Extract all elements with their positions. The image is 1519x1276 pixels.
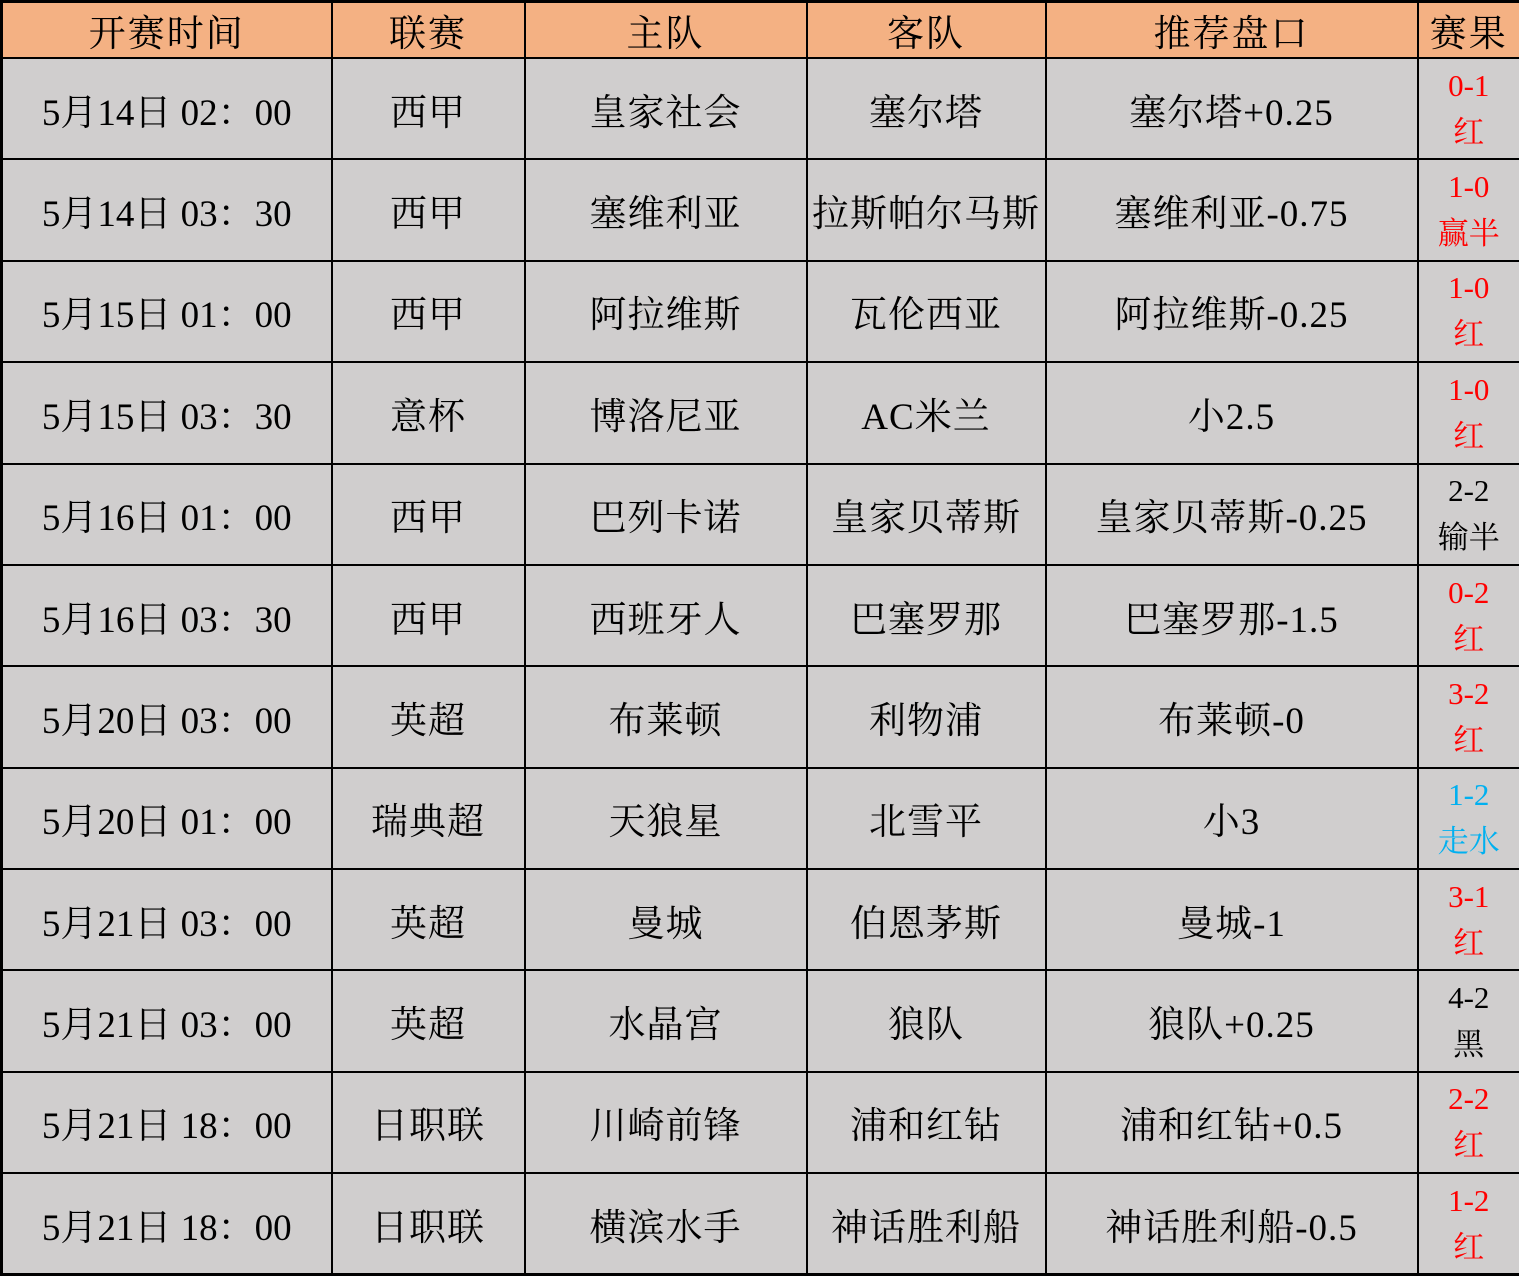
cell-handicap: 浦和红钻+0.5 xyxy=(1046,1072,1418,1173)
result-label: 红 xyxy=(1453,418,1485,454)
cell-away-team: 伯恩茅斯 xyxy=(807,869,1046,970)
cell-result xyxy=(1418,362,1519,463)
cell-away-team: AC米兰 xyxy=(807,362,1046,463)
result-score: 1-0 xyxy=(1448,270,1490,306)
cell-away-team: 拉斯帕尔马斯 xyxy=(807,159,1046,260)
cell-handicap: 塞尔塔+0.25 xyxy=(1046,58,1418,159)
cell-league: 意杯 xyxy=(332,362,525,463)
result-score: 0-2 xyxy=(1448,574,1490,610)
cell-league: 英超 xyxy=(332,869,525,970)
table-row xyxy=(2,261,1519,362)
cell-league: 西甲 xyxy=(332,565,525,666)
cell-result xyxy=(1418,666,1519,767)
cell-home-team: 巴列卡诺 xyxy=(525,464,807,565)
header-cell-handicap: 推荐盘口 xyxy=(1046,2,1418,59)
table-row xyxy=(2,565,1519,666)
cell-time: 5月21日 18：00 xyxy=(2,1072,332,1173)
result-score: 2-2 xyxy=(1448,1081,1490,1117)
cell-result xyxy=(1418,261,1519,362)
result-score: 3-1 xyxy=(1448,878,1490,914)
table-row xyxy=(2,666,1519,767)
cell-result xyxy=(1418,58,1519,159)
cell-time: 5月20日 01：00 xyxy=(2,768,332,869)
cell-league: 英超 xyxy=(332,666,525,767)
result-label: 红 xyxy=(1453,621,1485,657)
header-cell-time: 开赛时间 xyxy=(2,2,332,59)
cell-away-team: 巴塞罗那 xyxy=(807,565,1046,666)
result-label: 输半 xyxy=(1437,520,1500,556)
cell-league: 西甲 xyxy=(332,58,525,159)
table-body xyxy=(2,58,1519,1275)
result-score: 2-2 xyxy=(1448,473,1490,509)
table-row xyxy=(2,159,1519,260)
table-header xyxy=(2,2,1519,59)
table-row xyxy=(2,58,1519,159)
cell-handicap: 塞维利亚-0.75 xyxy=(1046,159,1418,260)
cell-away-team: 皇家贝蒂斯 xyxy=(807,464,1046,565)
cell-time: 5月21日 03：00 xyxy=(2,869,332,970)
cell-home-team: 横滨水手 xyxy=(525,1173,807,1274)
result-score: 3-2 xyxy=(1448,675,1490,711)
header-cell-league: 联赛 xyxy=(332,2,525,59)
result-score: 4-2 xyxy=(1448,980,1490,1016)
cell-away-team: 狼队 xyxy=(807,970,1046,1071)
cell-home-team: 塞维利亚 xyxy=(525,159,807,260)
cell-result xyxy=(1418,1072,1519,1173)
table-row xyxy=(2,1072,1519,1173)
cell-league: 西甲 xyxy=(332,464,525,565)
cell-league: 瑞典超 xyxy=(332,768,525,869)
cell-home-team: 博洛尼亚 xyxy=(525,362,807,463)
table-row xyxy=(2,464,1519,565)
cell-result xyxy=(1418,768,1519,869)
cell-home-team: 西班牙人 xyxy=(525,565,807,666)
result-label: 赢半 xyxy=(1437,216,1500,252)
cell-home-team: 曼城 xyxy=(525,869,807,970)
cell-result xyxy=(1418,1173,1519,1274)
result-score: 1-0 xyxy=(1448,169,1490,205)
header-cell-home-team: 主队 xyxy=(525,2,807,59)
cell-handicap: 皇家贝蒂斯-0.25 xyxy=(1046,464,1418,565)
result-score: 0-1 xyxy=(1448,67,1490,103)
cell-handicap: 狼队+0.25 xyxy=(1046,970,1418,1071)
cell-time: 5月15日 03：30 xyxy=(2,362,332,463)
cell-home-team: 皇家社会 xyxy=(525,58,807,159)
result-label: 红 xyxy=(1453,722,1485,758)
cell-result xyxy=(1418,159,1519,260)
cell-home-team: 川崎前锋 xyxy=(525,1072,807,1173)
cell-league: 西甲 xyxy=(332,159,525,260)
cell-time: 5月21日 18：00 xyxy=(2,1173,332,1274)
cell-league: 英超 xyxy=(332,970,525,1071)
cell-league: 日职联 xyxy=(332,1173,525,1274)
cell-result xyxy=(1418,970,1519,1071)
cell-time: 5月14日 02：00 xyxy=(2,58,332,159)
header-cell-result: 赛果 xyxy=(1418,2,1519,59)
result-label: 红 xyxy=(1453,925,1485,961)
table-row xyxy=(2,970,1519,1071)
cell-handicap: 神话胜利船-0.5 xyxy=(1046,1173,1418,1274)
cell-result xyxy=(1418,869,1519,970)
cell-time: 5月15日 01：00 xyxy=(2,261,332,362)
cell-away-team: 利物浦 xyxy=(807,666,1046,767)
result-score: 1-0 xyxy=(1448,371,1490,407)
result-label: 红 xyxy=(1453,317,1485,353)
table-row xyxy=(2,1173,1519,1274)
result-label: 红 xyxy=(1453,114,1485,150)
result-label: 黑 xyxy=(1453,1027,1485,1063)
cell-league: 日职联 xyxy=(332,1072,525,1173)
cell-away-team: 瓦伦西亚 xyxy=(807,261,1046,362)
cell-result xyxy=(1418,565,1519,666)
cell-time: 5月16日 01：00 xyxy=(2,464,332,565)
cell-away-team: 塞尔塔 xyxy=(807,58,1046,159)
cell-time: 5月16日 03：30 xyxy=(2,565,332,666)
table-row xyxy=(2,768,1519,869)
cell-league: 西甲 xyxy=(332,261,525,362)
cell-home-team: 布莱顿 xyxy=(525,666,807,767)
cell-time: 5月14日 03：30 xyxy=(2,159,332,260)
cell-handicap: 曼城-1 xyxy=(1046,869,1418,970)
cell-time: 5月21日 03：00 xyxy=(2,970,332,1071)
table-row xyxy=(2,869,1519,970)
result-label: 红 xyxy=(1453,1128,1485,1164)
header-cell-away-team: 客队 xyxy=(807,2,1046,59)
table-row xyxy=(2,362,1519,463)
cell-home-team: 阿拉维斯 xyxy=(525,261,807,362)
cell-away-team: 北雪平 xyxy=(807,768,1046,869)
cell-home-team: 水晶宫 xyxy=(525,970,807,1071)
result-label: 走水 xyxy=(1437,824,1500,860)
cell-away-team: 神话胜利船 xyxy=(807,1173,1046,1274)
cell-time: 5月20日 03：00 xyxy=(2,666,332,767)
result-score: 1-2 xyxy=(1448,1182,1490,1218)
result-label: 红 xyxy=(1453,1229,1485,1265)
cell-result xyxy=(1418,464,1519,565)
cell-away-team: 浦和红钻 xyxy=(807,1072,1046,1173)
result-score: 1-2 xyxy=(1448,777,1490,813)
cell-handicap: 阿拉维斯-0.25 xyxy=(1046,261,1418,362)
cell-handicap: 巴塞罗那-1.5 xyxy=(1046,565,1418,666)
cell-home-team: 天狼星 xyxy=(525,768,807,869)
cell-handicap: 小2.5 xyxy=(1046,362,1418,463)
header-row xyxy=(2,2,1519,59)
cell-handicap: 布莱顿-0 xyxy=(1046,666,1418,767)
cell-handicap: 小3 xyxy=(1046,768,1418,869)
